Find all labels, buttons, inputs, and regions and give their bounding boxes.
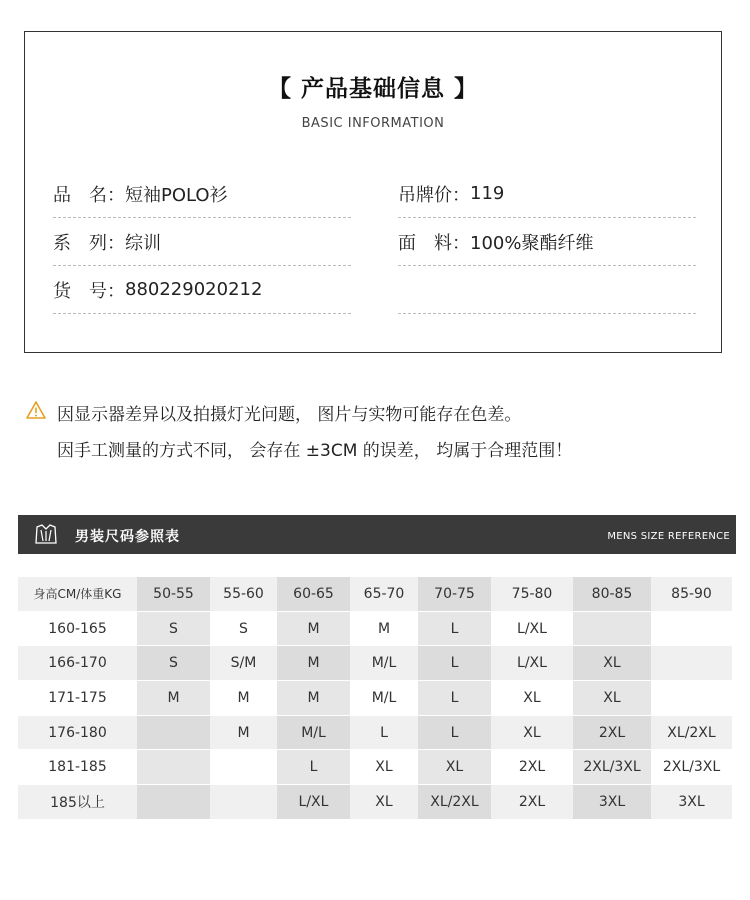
field-item-number (53, 266, 351, 314)
notice-line-1: 因显示器差异以及拍摄灯光问题， 图片与实物可能存在色差。 (57, 405, 522, 425)
size-cell: XL/2XL (418, 785, 491, 820)
size-cell: L (418, 715, 491, 750)
size-cell: S (210, 611, 277, 646)
field-value: 100%聚酯纤维 (470, 232, 594, 254)
size-cell: L/XL (491, 611, 573, 646)
field-label: 品 名： (53, 184, 125, 206)
size-cell: 2XL (491, 785, 573, 820)
size-cell: L (350, 715, 418, 750)
size-cell: M (210, 681, 277, 716)
field-tag-price (398, 170, 696, 218)
size-cell: L/XL (491, 646, 573, 681)
column-header: 50-55 (137, 577, 210, 611)
size-cell: L (418, 681, 491, 716)
table-row (18, 681, 732, 716)
size-cell (137, 715, 210, 750)
size-cell: S (137, 646, 210, 681)
size-cell: S (137, 611, 210, 646)
size-cell: XL (350, 750, 418, 785)
size-cell: M (210, 715, 277, 750)
row-label: 166-170 (18, 646, 137, 681)
info-subtitle: BASIC INFORMATION (301, 116, 445, 131)
basic-info-box (24, 31, 722, 353)
row-label: 181-185 (18, 750, 137, 785)
table-row (18, 611, 732, 646)
row-label: 185以上 (18, 785, 137, 820)
size-cell: M/L (350, 681, 418, 716)
shirt-logo-icon (34, 523, 58, 545)
size-cell: 3XL (651, 785, 732, 820)
field-fabric (398, 218, 696, 266)
row-label: 160-165 (18, 611, 137, 646)
size-cell: 3XL (573, 785, 651, 820)
size-cell: M (350, 611, 418, 646)
field-empty (398, 266, 696, 314)
size-cell: M (137, 681, 210, 716)
size-cell: L (277, 750, 350, 785)
field-label: 面 料： (398, 232, 470, 254)
size-cell: L (418, 646, 491, 681)
size-cell: S/M (210, 646, 277, 681)
size-cell (210, 750, 277, 785)
size-chart-title: 男装尺码参照表 (75, 529, 180, 545)
field-label: 吊牌价： (398, 184, 470, 206)
size-cell: L (418, 611, 491, 646)
field-series (53, 218, 351, 266)
size-cell: L/XL (277, 785, 350, 820)
size-cell (651, 681, 732, 716)
column-header: 55-60 (210, 577, 277, 611)
size-cell: M (277, 646, 350, 681)
size-cell (137, 785, 210, 820)
notice-line-2: 因手工测量的方式不同， 会存在 ±3CM 的误差， 均属于合理范围！ (57, 441, 573, 461)
row-label: 171-175 (18, 681, 137, 716)
row-label: 176-180 (18, 715, 137, 750)
size-cell: 2XL/3XL (573, 750, 651, 785)
column-header: 60-65 (277, 577, 350, 611)
column-header: 80-85 (573, 577, 651, 611)
table-row (18, 750, 732, 785)
size-cell: 2XL (491, 750, 573, 785)
corner-label: 身高CM/体重KG (18, 577, 137, 611)
table-row (18, 785, 732, 820)
size-cell (573, 611, 651, 646)
size-cell: 2XL/3XL (651, 750, 732, 785)
size-cell (651, 646, 732, 681)
size-cell: XL (573, 646, 651, 681)
table-header-row (18, 577, 732, 611)
field-value: 119 (470, 183, 505, 204)
size-cell (137, 750, 210, 785)
warning-triangle-icon (26, 401, 46, 419)
size-cell: M/L (277, 715, 350, 750)
size-cell: XL (491, 681, 573, 716)
column-header: 75-80 (491, 577, 573, 611)
size-cell: XL/2XL (651, 715, 732, 750)
field-value: 880229020212 (125, 279, 263, 300)
field-label: 系 列： (53, 232, 125, 254)
info-title: 【 产品基础信息 】 (267, 76, 478, 102)
table-row (18, 715, 732, 750)
size-cell: XL (350, 785, 418, 820)
size-chart-header (18, 515, 736, 554)
column-header: 70-75 (418, 577, 491, 611)
size-cell (651, 611, 732, 646)
field-value: 短袖POLO衫 (125, 184, 228, 206)
size-cell: 2XL (573, 715, 651, 750)
size-cell: M (277, 681, 350, 716)
size-cell: XL (491, 715, 573, 750)
column-header: 65-70 (350, 577, 418, 611)
table-row (18, 646, 732, 681)
field-label: 货 号： (53, 280, 125, 302)
field-value: 综训 (125, 232, 161, 254)
size-cell: M/L (350, 646, 418, 681)
size-chart-subtitle: MENS SIZE REFERENCE (607, 531, 730, 542)
size-cell (210, 785, 277, 820)
size-cell: M (277, 611, 350, 646)
size-cell: XL (418, 750, 491, 785)
size-cell: XL (573, 681, 651, 716)
column-header: 85-90 (651, 577, 732, 611)
field-product-name (53, 170, 351, 218)
size-table (18, 577, 732, 820)
